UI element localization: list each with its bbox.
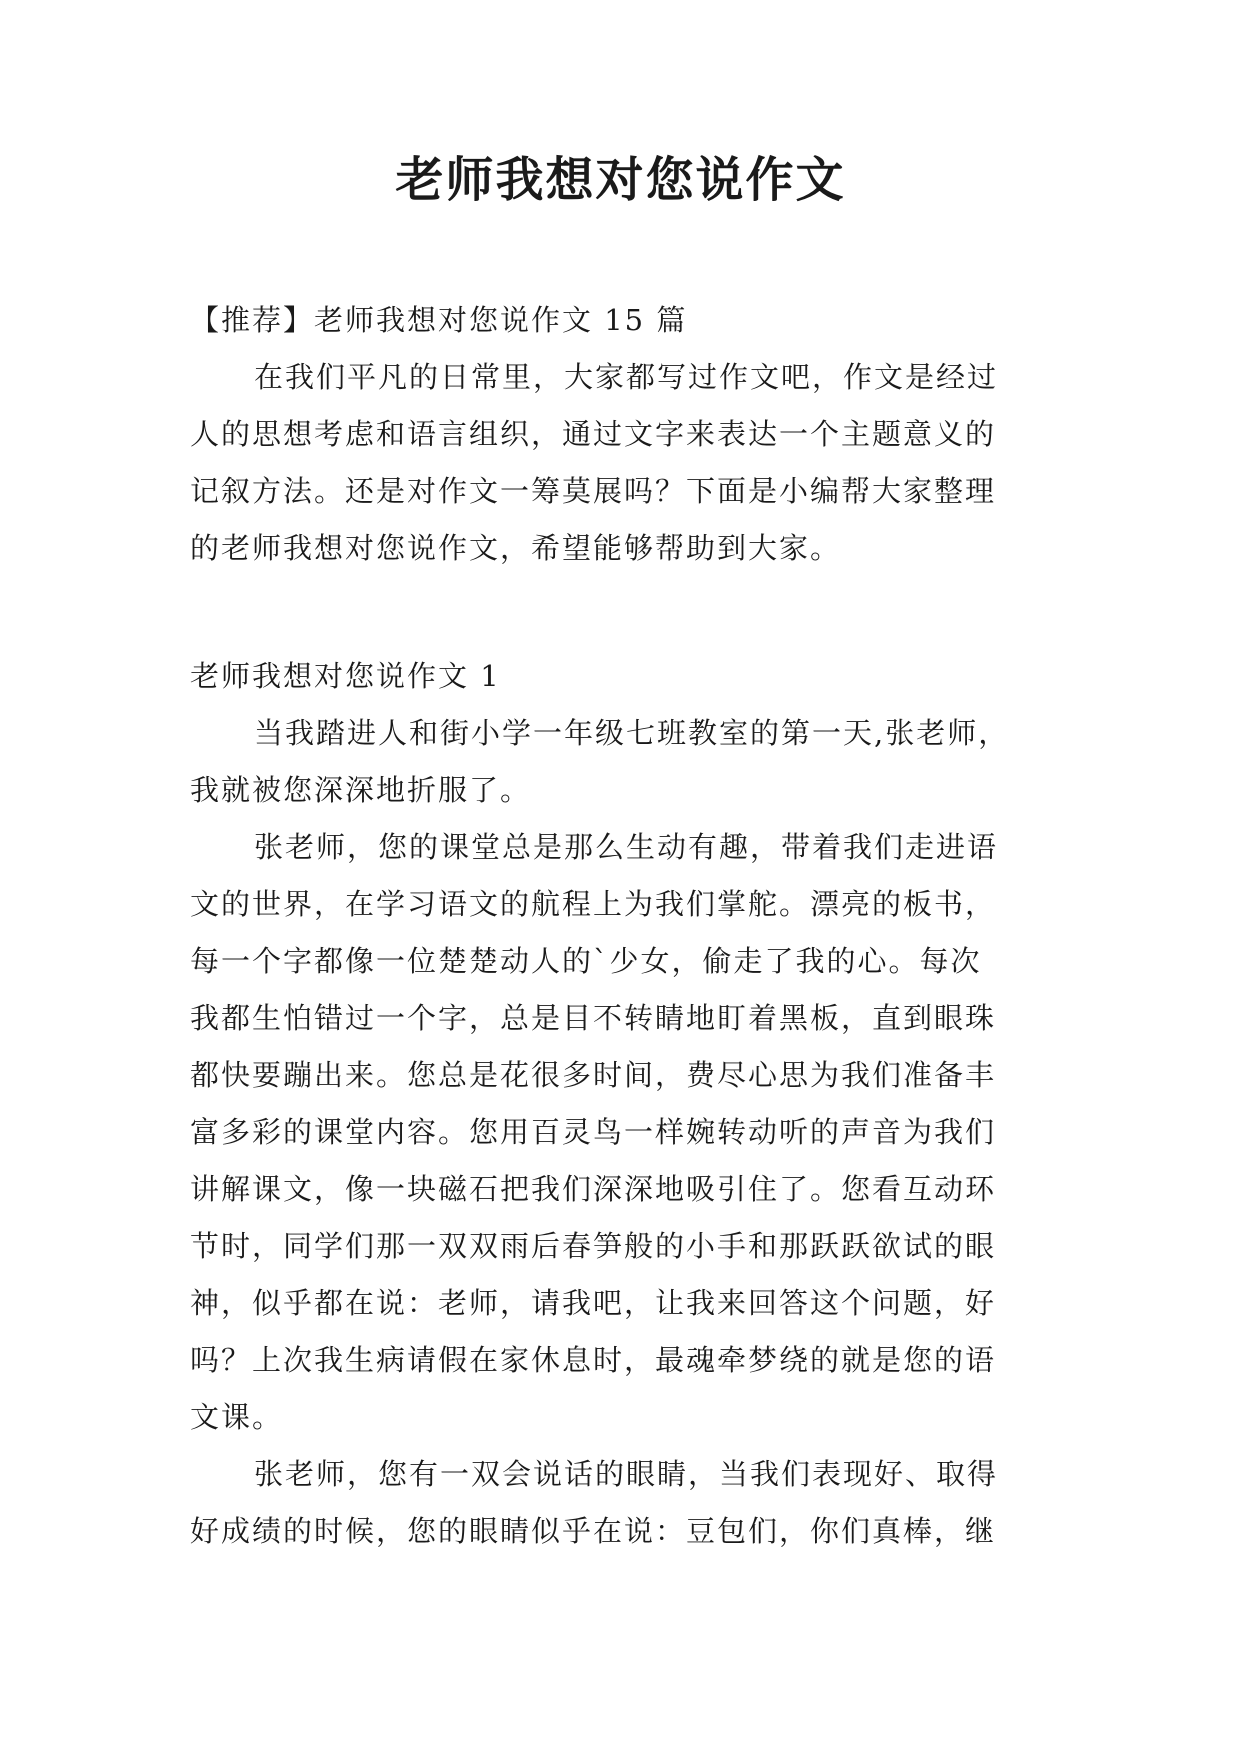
- intro-line: 记叙方法。还是对作文一筹莫展吗？下面是小编帮大家整理: [190, 474, 997, 508]
- paragraph-line: 节时，同学们那一双双雨后春笋般的小手和那跃跃欲试的眼: [190, 1229, 997, 1263]
- paragraph-line: 吗？上次我生病请假在家休息时，最魂牵梦绕的就是您的语: [190, 1343, 997, 1377]
- paragraph-line: 讲解课文，像一块磁石把我们深深地吸引住了。您看互动环: [190, 1172, 997, 1206]
- intro-line: 的老师我想对您说作文，希望能够帮助到大家。: [190, 531, 842, 565]
- intro-heading: 【推荐】老师我想对您说作文 15 篇: [190, 303, 688, 337]
- paragraph-line: 文课。: [190, 1400, 284, 1434]
- paragraph-line: 都快要蹦出来。您总是花很多时间，费尽心思为我们准备丰: [190, 1058, 997, 1092]
- document-title: 老师我想对您说作文: [395, 152, 846, 208]
- paragraph-line: 我就被您深深地折服了。: [190, 773, 532, 807]
- essay-1-block: [190, 648, 1060, 1560]
- paragraph-line: 张老师，您的课堂总是那么生动有趣，带着我们走进语: [254, 830, 999, 864]
- paragraph-line: 每一个字都像一位楚楚动人的`少女，偷走了我的心。每次: [190, 944, 982, 978]
- paragraph-line: 好成绩的时候，您的眼睛似乎在说：豆包们，你们真棒，继: [190, 1514, 997, 1548]
- paragraph-line: 富多彩的课堂内容。您用百灵鸟一样婉转动听的声音为我们: [190, 1115, 997, 1149]
- paragraph-line: 当我踏进人和街小学一年级七班教室的第一天,张老师，: [254, 716, 1010, 750]
- section-heading: 老师我想对您说作文 1: [190, 659, 501, 693]
- intro-block: [190, 292, 1060, 577]
- paragraph-line: 张老师，您有一双会说话的眼睛，当我们表现好、取得: [254, 1457, 999, 1491]
- paragraph-line: 文的世界，在学习语文的航程上为我们掌舵。漂亮的板书，: [190, 887, 997, 921]
- paragraph-line: 我都生怕错过一个字，总是目不转睛地盯着黑板，直到眼珠: [190, 1001, 997, 1035]
- intro-line: 在我们平凡的日常里，大家都写过作文吧，作文是经过: [254, 360, 999, 394]
- intro-line: 人的思想考虑和语言组织，通过文字来表达一个主题意义的: [190, 417, 997, 451]
- paragraph-line: 神，似乎都在说：老师，请我吧，让我来回答这个问题，好: [190, 1286, 997, 1320]
